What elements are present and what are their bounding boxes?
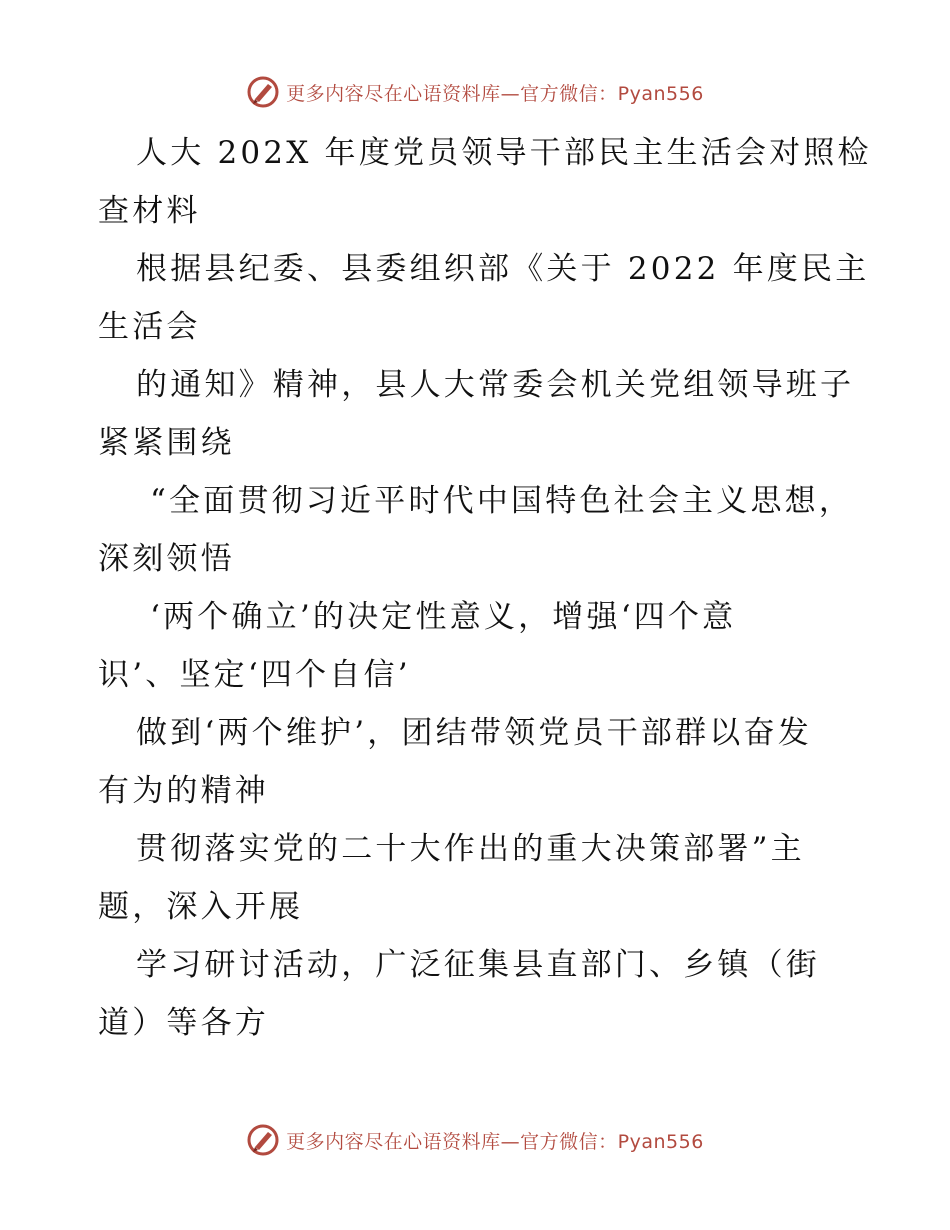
title-line-1: 人大 202X 年度党员领导干部民主生活会对照检	[136, 135, 872, 171]
paragraph-line: 贯彻落实党的二十大作出的重大决策部署”主	[136, 831, 805, 867]
paragraph-line: 生活会	[98, 309, 201, 345]
paragraph-line: ‘两个确立’的决定性意义，增强‘四个意	[150, 599, 737, 635]
watermark-text: 更多内容尽在心语资料库—官方微信：Pyan556	[286, 82, 704, 105]
pen-circle-logo-icon	[246, 1123, 280, 1157]
paragraph-line: 的通知》精神，县人大常委会机关党组领导班子	[136, 367, 855, 403]
paragraph-line: 学习研讨活动，广泛征集县直部门、乡镇（街	[136, 947, 820, 983]
paragraph-line: 深刻领悟	[98, 541, 235, 577]
pen-circle-logo-icon	[246, 75, 280, 109]
paragraph-line: 道）等各方	[98, 1005, 269, 1041]
watermark-text: 更多内容尽在心语资料库—官方微信：Pyan556	[286, 1130, 704, 1153]
paragraph-line: 题，深入开展	[98, 889, 304, 925]
header-watermark	[0, 72, 950, 112]
paragraph-line: “全面贯彻习近平时代中国特色社会主义思想，	[150, 483, 854, 519]
title-line-2: 查材料	[98, 193, 201, 229]
paragraph-line: 紧紧围绕	[98, 425, 235, 461]
footer-watermark	[0, 1120, 950, 1160]
document-body	[98, 124, 872, 1052]
paragraph-line: 有为的精神	[98, 773, 269, 809]
paragraph-line: 根据县纪委、县委组织部《关于 2022 年度民主	[136, 251, 870, 287]
paragraph-line: 识’、坚定‘四个自信’	[98, 657, 411, 693]
paragraph-line: 做到‘两个维护’，团结带领党员干部群以奋发	[136, 715, 812, 751]
